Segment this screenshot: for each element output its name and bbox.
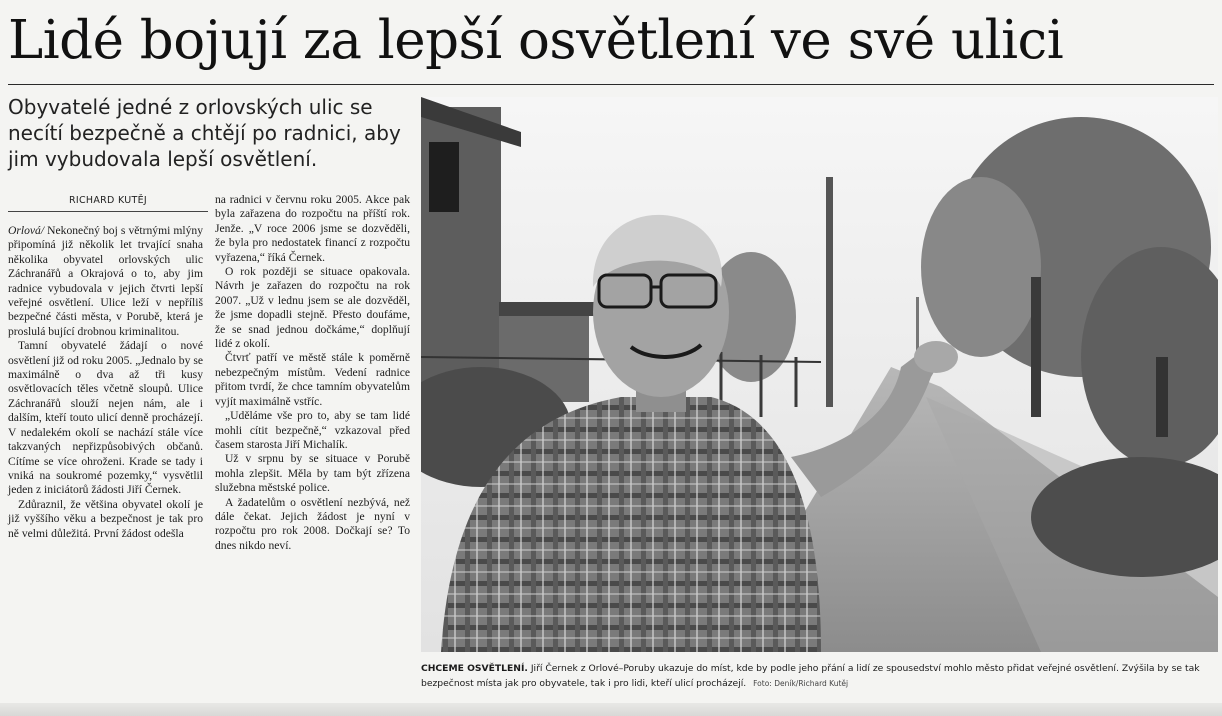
article-column-2 [215, 193, 410, 553]
paragraph: Tamní obyvatelé žádají o nové osvětlení již od roku 2005. „Jednalo by se maximálně o dva až tři kusy osvětlovacích těles včetně sloupů. Ulice Záchranářů slouží nejen nám, ale i dalším, kteří touto ulicí denně procházejí. V nedalekém okolí se nachází stále více takzvaných nepřizpůsobivých občanů. Cítíme se více ohroženi. Krade se tady i vniká na soukromé pozemky,“ vysvětlil jeden z iniciátorů žádosti Jiří Černek. [8, 339, 203, 497]
dateline: Orlová/ [8, 224, 45, 237]
article-photo [421, 97, 1218, 652]
paragraph: Už v srpnu by se situace v Porubě mohla zlepšit. Měla by tam být zřízena služebna městské police. [215, 452, 410, 495]
paragraph: na radnici v červnu roku 2005. Akce pak byla zařazena do rozpočtu na příští rok. Jenže. „V roce 2006 jsme se dozvěděli, že byla pro nedostatek financí z rozpočtu vyřazena,“ říká Černek. [215, 193, 410, 264]
article-column-1 [8, 224, 203, 541]
photo-credit: Foto: Deník/Richard Kutěj [753, 679, 849, 688]
paragraph: O rok později se situace opakovala. Návrh je zařazen do rozpočtu na rok 2007. „Už v lednu jsem se ale dozvěděl, že jsme dopadli stejně. Přesto doufáme, že se snad jednou dočkáme,“ doplňují lidé z okolí. [215, 265, 410, 351]
lead-paragraph: Obyvatelé jedné z orlovských ulic se necítí bezpečně a chtějí po radnici, aby jim vybudovala lepší osvětlení. [8, 95, 401, 171]
byline: RICHARD KUTĚJ [68, 195, 148, 206]
caption-text: Jiří Černek z Orlové–Poruby ukazuje do míst, kde by podle jeho přání a lidí ze spousedství mohlo město přidat veřejné osvětlení. Zvýšila by se tak bezpečnost místa jak pro obyvatele, tak i pro lidi, kteří ulicí procházejí. [421, 663, 1200, 689]
photo-caption [421, 661, 1221, 691]
paragraph: Zdůraznil, že většina obyvatel okolí je již vyššího věku a bezpečnost je tak pro ně velmi důležitá. První žádost odešla [8, 497, 203, 540]
byline-rule [8, 211, 208, 212]
paragraph: „Uděláme vše pro to, aby se tam lidé mohli cítit bezpečně,“ vzkazoval před časem starosta Jiří Michalík. [215, 409, 410, 451]
headline: Lidé bojují za lepší osvětlení ve své ulici [8, 10, 1064, 71]
page-bottom-edge [0, 703, 1222, 716]
headline-rule [8, 84, 1214, 85]
paragraph: Čtvrť patří ve městě stále k poměrně nebezpečným místům. Vedení radnice přitom tvrdí, že chce tamním obyvatelům vyjít maximálně vstříc. [215, 351, 410, 408]
paragraph: Orlová/ Nekonečný boj s větrnými mlýny připomíná již několik let trvající snaha několika obyvatel orlovských ulic Záchranářů a Okrajová o to, aby jim radnice vybudovala v jejich čtvrti lepší veřejné osvětlení. Ulice leží v nepříliš bezpečné části města, v Porubě, která je proslulá bující drobnou kriminalitou. [8, 224, 203, 338]
paragraph: A žadatelům o osvětlení nezbývá, než dále čekat. Jejich žádost je nyní v rozpočtu pro rok 2008. Dočkají se? To dnes nikdo neví. [215, 495, 410, 552]
caption-title: CHCEME OSVĚTLENÍ. [421, 663, 528, 674]
